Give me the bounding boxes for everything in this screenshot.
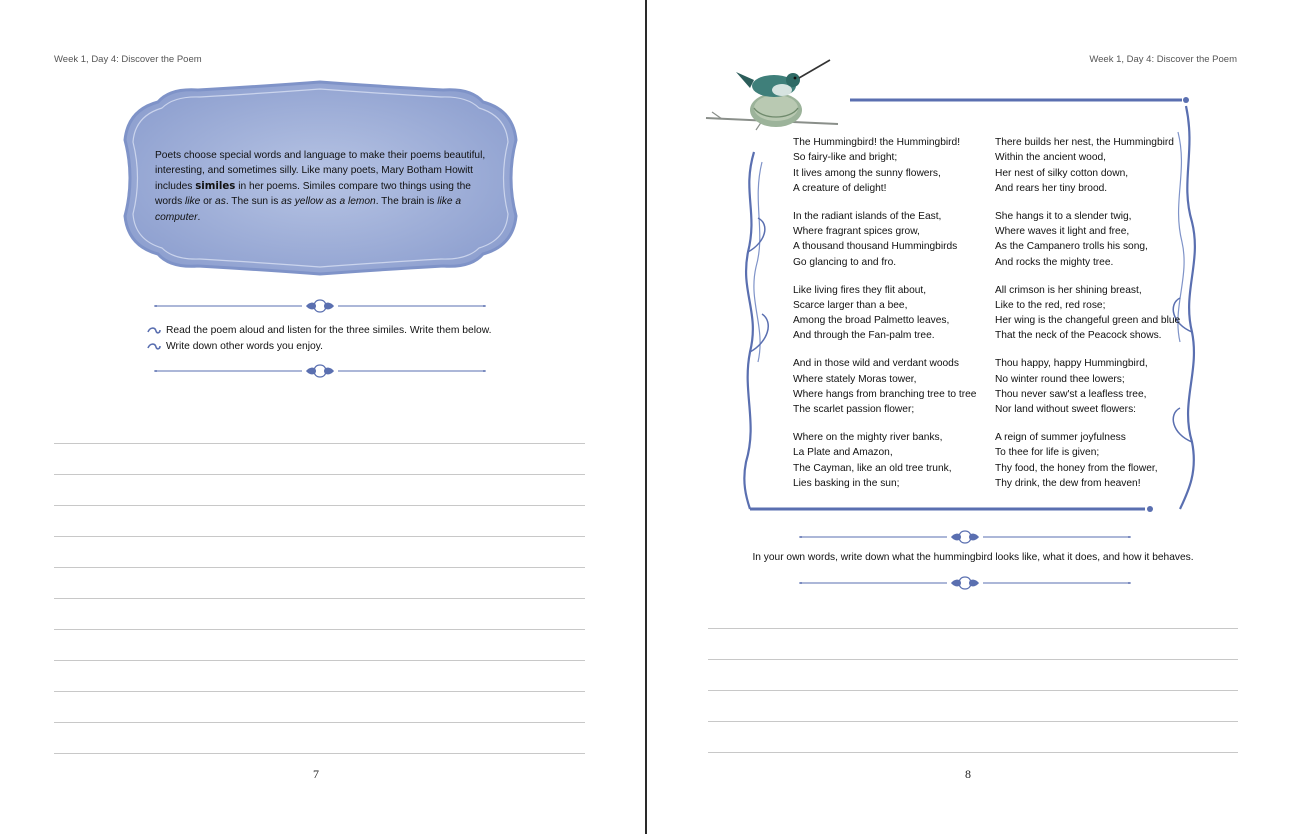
poem-stanza [793, 430, 993, 491]
writing-line[interactable] [54, 474, 585, 475]
poem-line: Scarce larger than a bee, [793, 299, 908, 311]
poem-stanza [793, 356, 993, 417]
poem-line: Her wing is the changeful green and blue [995, 315, 1181, 327]
poem-line: All crimson is her shining breast, [995, 284, 1142, 296]
instruction-list [147, 323, 491, 355]
writing-line[interactable] [54, 722, 585, 723]
page-number: 7 [313, 767, 319, 781]
poem-stanza [995, 209, 1195, 270]
poem-line: Thou happy, happy Hummingbird, [995, 358, 1148, 370]
writing-prompt: In your own words, write down what the hummingbird looks like, what it does, and how it behaves. [752, 552, 1194, 563]
poem-line: Thy drink, the dew from heaven! [995, 478, 1141, 490]
poem-line: She hangs it to a slender twig, [995, 210, 1132, 222]
poem-line: In the radiant islands of the East, [793, 210, 942, 222]
writing-line[interactable] [54, 629, 585, 630]
poem-line: Thou never saw'st a leafless tree, [995, 388, 1147, 400]
intro-text-segment: as [215, 196, 226, 208]
poem-line: The scarlet passion flower; [793, 404, 915, 416]
running-head: Week 1, Day 4: Discover the Poem [1089, 54, 1237, 65]
poem-line: Where fragrant spices grow, [793, 226, 920, 238]
fleuron-divider-icon [150, 363, 490, 379]
poem-stanza [995, 283, 1195, 344]
swirl-bullet-icon [147, 342, 161, 352]
intro-text-segment: as yellow as a lemon [281, 196, 376, 208]
intro-text-segment: Poets choose special words and language to make their poems beautiful, interesting, and sometimes silly. Like many poets, Mary Botham Howitt includes [155, 150, 486, 192]
poem-line: Where on the mighty river banks, [793, 432, 943, 444]
poem-column-2 [995, 135, 1195, 504]
poem-line: Lies basking in the sun; [793, 478, 900, 490]
poem-stanza [995, 135, 1195, 196]
poem-line: There builds her nest, the Hummingbird [995, 137, 1174, 148]
intro-text-segment: like a computer [155, 196, 462, 223]
left-page [0, 0, 645, 834]
intro-text-segment: . The brain is [375, 196, 438, 208]
poem-line: To thee for life is given; [995, 447, 1100, 459]
intro-text-segment: . The sun is [225, 196, 282, 208]
poem-line: Where waves it light and free, [995, 226, 1130, 238]
writing-line[interactable] [54, 536, 585, 537]
poem-line: La Plate and Amazon, [793, 447, 893, 459]
poem-line: And rocks the mighty tree. [995, 256, 1114, 268]
poem-line: Among the broad Palmetto leaves, [793, 315, 950, 327]
keyword-similes: similes [195, 180, 236, 192]
writing-line[interactable] [54, 598, 585, 599]
poem-line: The Hummingbird! the Hummingbird! [793, 137, 961, 148]
poem-line: Nor land without sweet flowers: [995, 404, 1136, 416]
writing-line[interactable] [54, 443, 585, 444]
instruction-text: Write down other words you enjoy. [166, 341, 324, 352]
poem-line: As the Campanero trolls his song, [995, 241, 1148, 253]
poem-line: That the neck of the Peacock shows. [995, 330, 1162, 342]
poem-line: Like to the red, red rose; [995, 299, 1106, 311]
intro-text-segment: or [200, 196, 216, 208]
running-head: Week 1, Day 4: Discover the Poem [54, 54, 202, 65]
poem-line: Where stately Moras tower, [793, 373, 917, 385]
poem-line: It lives among the sunny flowers, [793, 167, 941, 179]
poem-line: Her nest of silky cotton down, [995, 167, 1129, 179]
intro-paragraph [155, 148, 491, 225]
poem-line: Go glancing to and fro. [793, 256, 897, 268]
intro-text-segment: in her poems. Similes compare two things using the words [155, 180, 471, 208]
instruction-item [147, 323, 491, 339]
poem-line: A thousand thousand Hummingbirds [793, 241, 958, 253]
poem-line: Where hangs from branching tree to tree [793, 388, 977, 400]
writing-line[interactable] [708, 628, 1238, 629]
poem-stanza [995, 356, 1195, 417]
writing-line[interactable] [54, 567, 585, 568]
poem-line: A creature of delight! [793, 182, 887, 194]
writing-line[interactable] [708, 721, 1238, 722]
instruction-text: Read the poem aloud and listen for the three similes. Write them below. [166, 325, 492, 336]
poem-line: No winter round thee lowers; [995, 373, 1125, 385]
poem-line: So fairy-like and bright; [793, 152, 898, 164]
writing-line[interactable] [54, 753, 585, 754]
fleuron-divider-icon [795, 529, 1135, 545]
intro-text-segment: . [197, 211, 201, 223]
writing-line[interactable] [54, 691, 585, 692]
poem-line: The Cayman, like an old tree trunk, [793, 462, 952, 474]
instruction-item [147, 339, 491, 355]
writing-line[interactable] [708, 659, 1238, 660]
poem-line: Within the ancient wood, [995, 152, 1106, 164]
writing-line[interactable] [708, 752, 1238, 753]
book-spine [645, 0, 647, 834]
poem-line: Like living fires they flit about, [793, 284, 927, 296]
intro-text-segment: like [185, 196, 201, 208]
swirl-bullet-icon [147, 326, 161, 336]
poem-stanza [793, 135, 993, 196]
poem-column-1 [793, 135, 993, 504]
writing-line[interactable] [54, 660, 585, 661]
poem-line: And through the Fan-palm tree. [793, 330, 935, 342]
poem-line: And in those wild and verdant woods [793, 358, 959, 370]
poem-line: A reign of summer joyfulness [995, 432, 1126, 444]
fleuron-divider-icon [150, 298, 490, 314]
poem-stanza [793, 209, 993, 270]
poem-stanza [793, 283, 993, 344]
poem-stanza [995, 430, 1195, 491]
poem-line: Thy food, the honey from the flower, [995, 462, 1158, 474]
poem-line: And rears her tiny brood. [995, 182, 1108, 194]
intro-plaque [118, 80, 523, 276]
page-number: 8 [965, 767, 971, 781]
fleuron-divider-icon [795, 575, 1135, 591]
writing-line[interactable] [54, 505, 585, 506]
writing-line[interactable] [708, 690, 1238, 691]
